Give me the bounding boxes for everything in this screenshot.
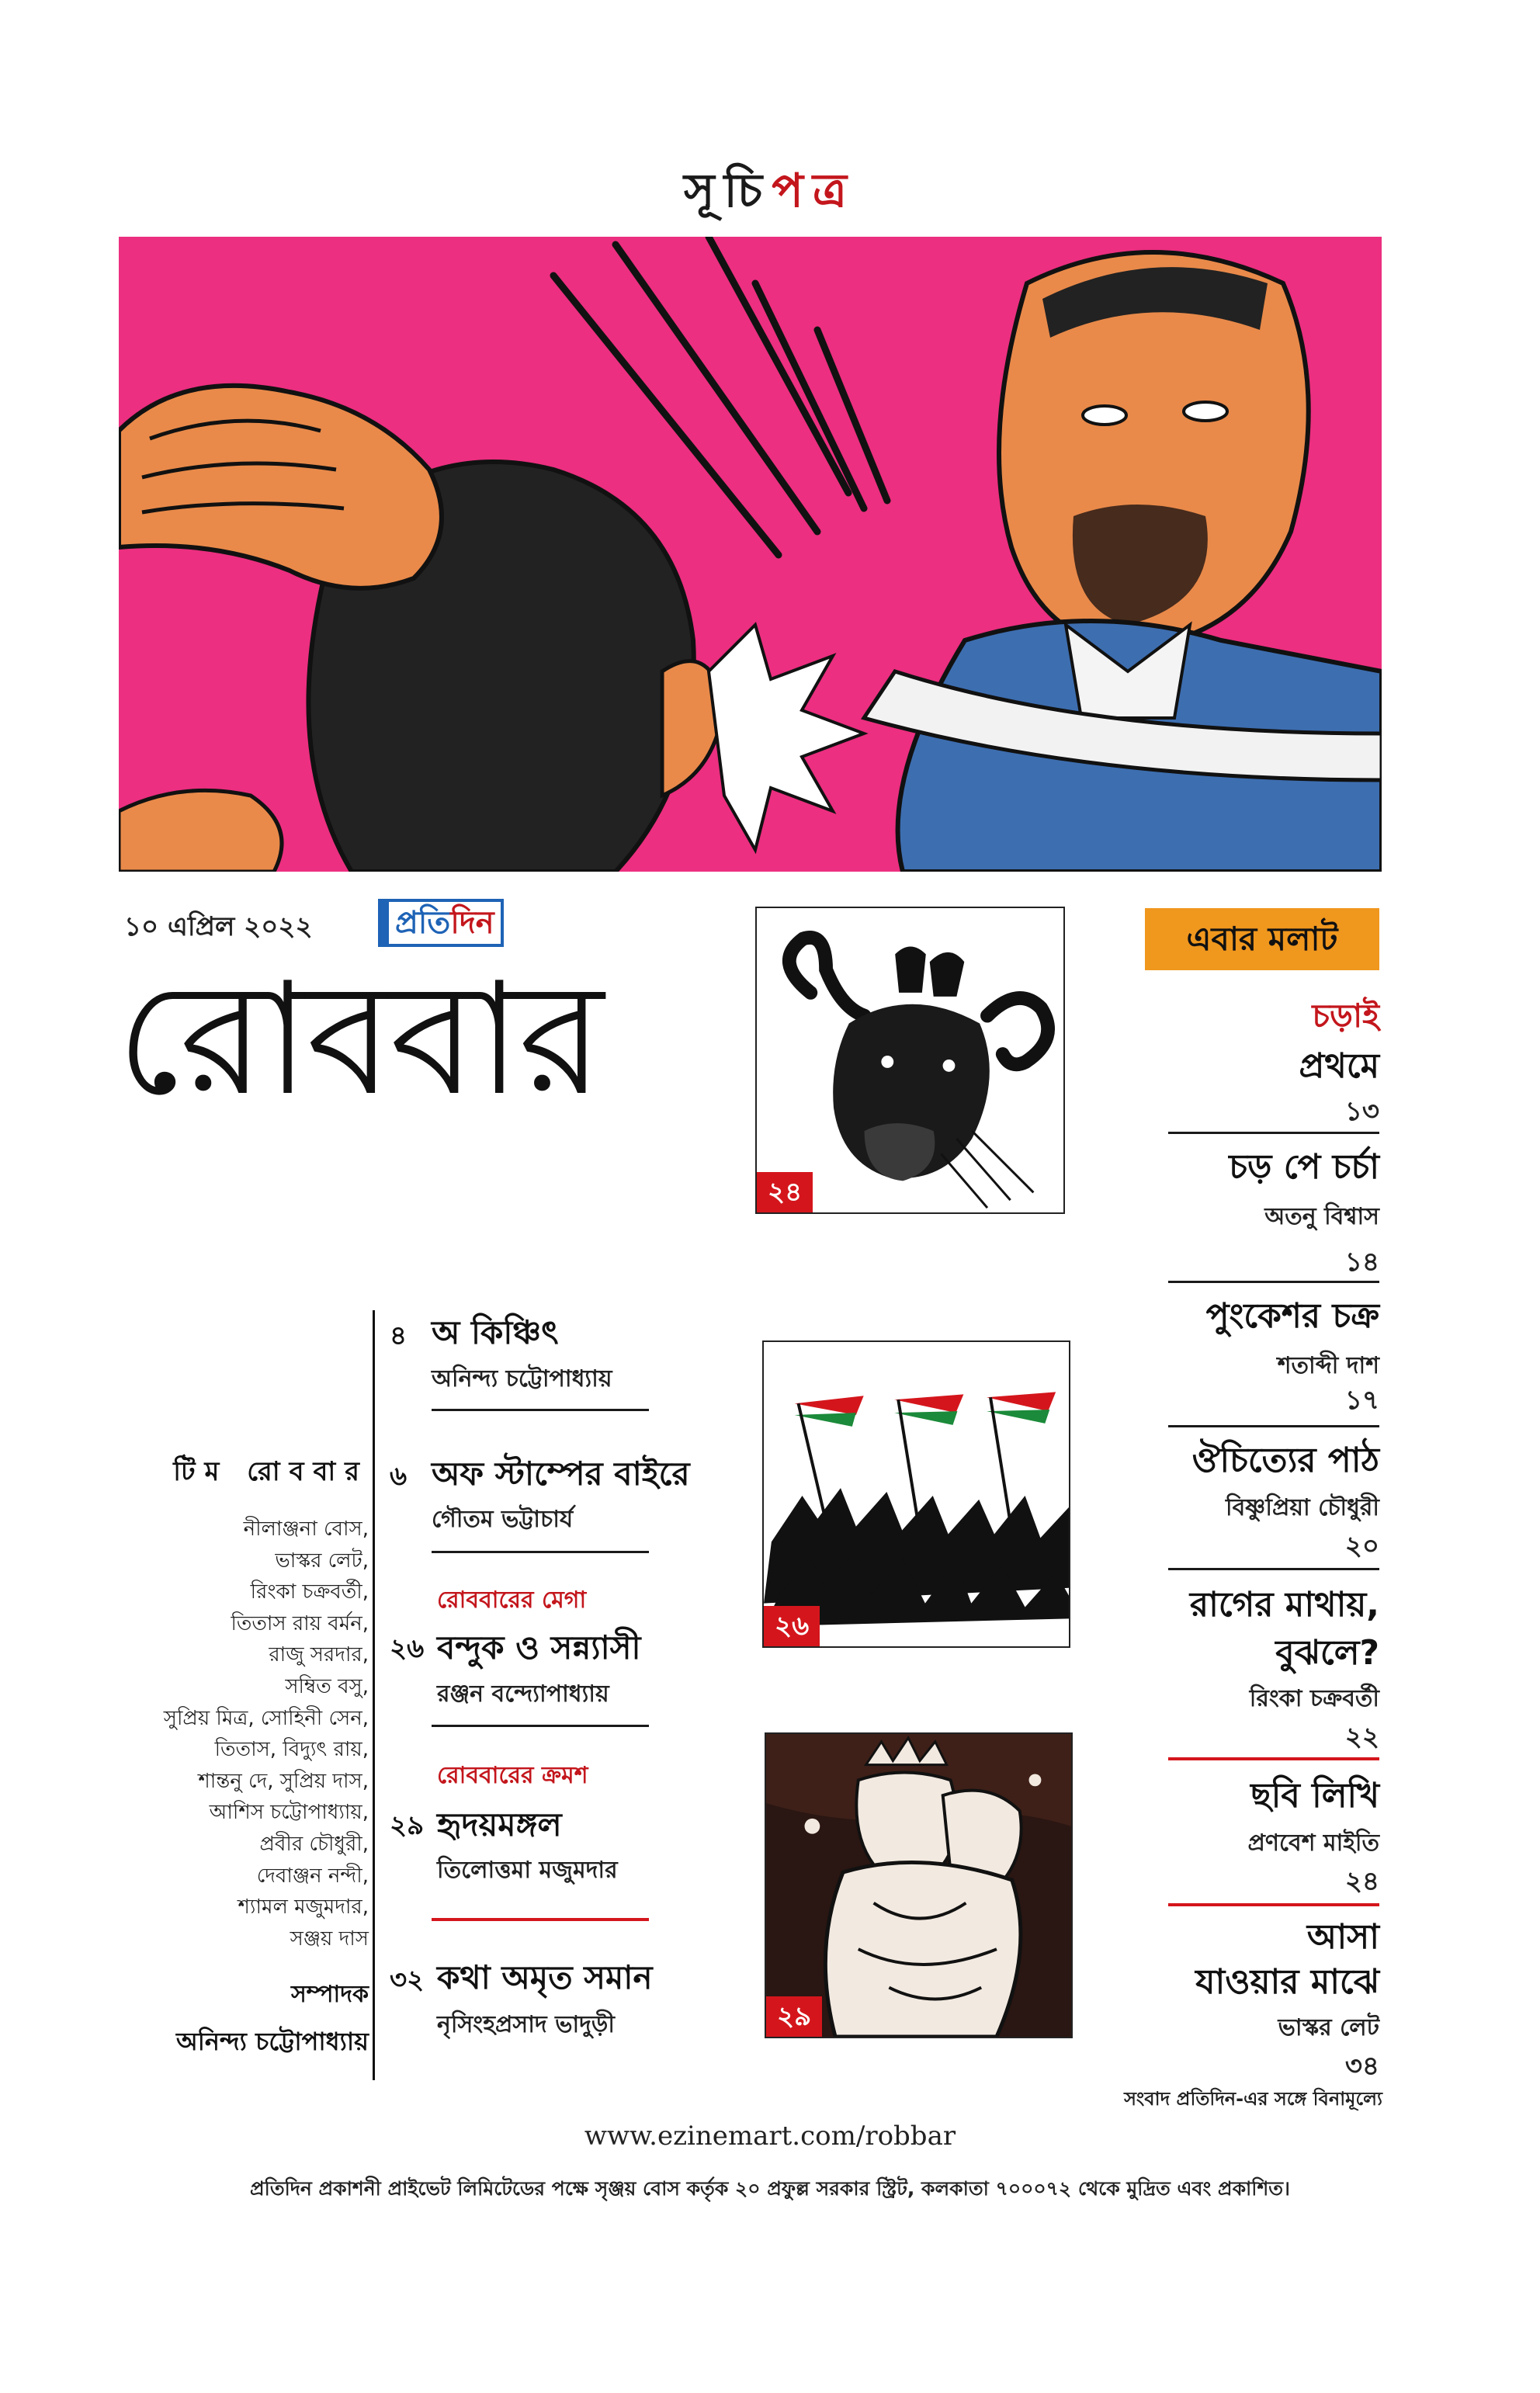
slap-illustration — [119, 237, 1382, 872]
team-member: শ্যামল মজুমদার, — [238, 1895, 369, 1920]
article-title[interactable]: হৃদয়মঙ্গল — [437, 1805, 562, 1843]
team-members-list — [109, 1514, 369, 1954]
logo-name-part2: দিন — [450, 905, 494, 941]
logo-mark — [378, 899, 389, 947]
cover-entry-title-line2[interactable]: বুঝলে? — [1275, 1633, 1379, 1673]
cover-entry-page: ২৪ — [1344, 1866, 1379, 1897]
team-member: প্রবীর চৌধুরী, — [259, 1832, 369, 1856]
article-divider — [432, 1725, 649, 1727]
editor-label: সম্পাদক — [290, 1981, 369, 2008]
cover-entry-divider — [1168, 1568, 1379, 1570]
team-member: সঞ্জয় দাস — [290, 1927, 369, 1951]
cover-entry-title[interactable]: পুংকেশর চক্র — [1205, 1296, 1379, 1336]
article-author: অনিন্দ্য চট্টোপাধ্যায় — [432, 1365, 612, 1392]
cover-section-title: চড়াই — [1312, 997, 1379, 1035]
website-link[interactable]: www.ezinemart.com/robbar — [584, 2121, 956, 2152]
thumbnail-page-tag: ২৪ — [757, 1172, 813, 1212]
cover-entry-page: ১৪ — [1344, 1247, 1379, 1278]
cover-entry-title[interactable]: ছবি লিখি — [1250, 1776, 1379, 1816]
cover-entry-page: ২০ — [1344, 1531, 1379, 1562]
logo-name-part1: প্রতি — [395, 905, 451, 941]
thumbnail-protest[interactable] — [762, 1340, 1070, 1648]
article-page-number: ২৯ — [390, 1810, 425, 1841]
cover-entry-author: ভাস্কর লেট — [1278, 2014, 1379, 2041]
cover-entry-author: বিষ্ণুপ্রিয়া চৌধুরী — [1226, 1494, 1379, 1521]
article-title[interactable]: অ কিঞ্চিৎ — [432, 1313, 559, 1351]
article-title[interactable]: বন্দুক ও সন্ন্যাসী — [437, 1628, 641, 1666]
article-author: গৌতম ভট্টাচার্য — [432, 1506, 574, 1533]
article-page-number: ৩২ — [390, 1965, 425, 1996]
cover-entry-author: প্রণবেশ মাইতি — [1247, 1829, 1379, 1857]
team-member: তিতাস, বিদ্যুৎ রায়, — [214, 1738, 369, 1762]
article-author: তিলোত্তমা মজুমদার — [437, 1857, 618, 1884]
cover-entry-page: ১৩ — [1344, 1096, 1379, 1127]
page-heading-part2: পত্র — [772, 164, 856, 218]
article-series-label: রোববারের ক্রমশ — [437, 1762, 588, 1789]
thumbnail-page-tag: ২৯ — [766, 1996, 822, 2037]
cover-entry-title-line1[interactable]: আসা — [1306, 1917, 1379, 1957]
cover-entry-divider — [1168, 1425, 1379, 1427]
imprint-line: প্রতিদিন প্রকাশনী প্রাইভেট লিমিটেডের পক্ষে সৃঞ্জয় বোস কর্তৃক ২০ প্রফুল্ল সরকার স্ট্রিট, কলকাতা ৭০০০৭২ থেকে মুদ্রিত এবং প্রকাশিত। — [250, 2177, 1290, 2200]
team-member: শান্তনু দে, সুপ্রিয় দাস, — [198, 1769, 369, 1793]
logo-name — [389, 899, 504, 947]
editor-name: অনিন্দ্য চট্টোপাধ্যায় — [176, 2027, 369, 2056]
team-member: রিংকা চক্রবর্তী, — [250, 1580, 369, 1604]
cover-entry-divider — [1168, 1281, 1379, 1283]
article-title[interactable]: কথা অমৃত সমান — [437, 1958, 653, 1996]
article-page-number: ২৬ — [390, 1633, 425, 1664]
column-divider — [373, 1310, 375, 2080]
cover-entry-page: ১৭ — [1344, 1385, 1379, 1416]
article-page-number: ৬ — [390, 1461, 408, 1492]
king-queen-illustration-icon — [766, 1734, 1071, 2037]
cover-entry-title-line1[interactable]: রাগের মাথায়, — [1189, 1585, 1379, 1625]
protest-flags-illustration-icon — [764, 1342, 1069, 1646]
buffalo-illustration-icon — [757, 908, 1063, 1212]
team-heading: টিম রোববার — [173, 1456, 369, 1487]
team-member: আশিস চট্টোপাধ্যায়, — [209, 1801, 369, 1825]
cover-entry-title-line2[interactable]: যাওয়ার মাঝে — [1195, 1962, 1379, 2002]
cover-entry-title[interactable]: ঔচিত্যের পাঠ — [1191, 1441, 1379, 1480]
article-divider-red — [432, 1918, 649, 1921]
masthead-title: রোববার — [116, 949, 601, 1130]
article-divider — [432, 1551, 649, 1553]
cover-entry-divider-red — [1168, 1903, 1379, 1906]
article-title[interactable]: অফ স্টাম্পের বাইরে — [432, 1455, 690, 1493]
cover-entry-page: ২২ — [1344, 1722, 1379, 1753]
thumbnail-page-tag: ২৬ — [764, 1606, 820, 1646]
team-member: সম্বিত বসু, — [285, 1674, 369, 1698]
article-series-label: রোববারের মেগা — [437, 1587, 587, 1614]
team-member: ভাস্কর লেট, — [275, 1549, 369, 1573]
cover-entry-author: রিংকা চক্রবর্তী — [1249, 1685, 1379, 1712]
cover-entry-page: ৩৪ — [1344, 2051, 1379, 2082]
thumbnail-buffalo[interactable] — [755, 907, 1065, 1214]
issue-date: ১০ এপ্রিল ২০২২ — [124, 911, 313, 942]
article-author: নৃসিংহপ্রসাদ ভাদুড়ী — [437, 2011, 615, 2038]
cover-story-label: এবার মলাট — [1145, 908, 1379, 970]
article-author: রঞ্জন বন্দ্যোপাধ্যায় — [437, 1680, 609, 1708]
page-heading-part1: সূচি — [684, 164, 772, 218]
cover-entry-divider-red — [1168, 1757, 1379, 1760]
cover-entry-author: অতনু বিশ্বাস — [1264, 1203, 1379, 1230]
team-member: নীলাঞ্জনা বোস, — [243, 1517, 369, 1541]
team-member: রাজু সরদার, — [269, 1643, 369, 1667]
cover-entry-author: শতাব্দী দাশ — [1277, 1352, 1379, 1379]
free-with-newspaper-note: সংবাদ প্রতিদিন-এর সঙ্গে বিনামূল্যে — [1124, 2088, 1382, 2110]
cover-illustration — [119, 237, 1382, 872]
article-page-number: ৪ — [390, 1320, 408, 1351]
thumbnail-king-queen[interactable] — [765, 1732, 1073, 2038]
cover-entry-title[interactable]: প্রথমে — [1299, 1046, 1379, 1086]
pratidin-logo — [378, 899, 504, 947]
cover-entry-title[interactable]: চড় পে চর্চা — [1229, 1147, 1379, 1187]
team-member: দেবাঞ্জন নন্দী, — [256, 1864, 369, 1888]
cover-entry-divider — [1168, 1132, 1379, 1134]
article-divider — [432, 1409, 649, 1411]
page-heading — [0, 155, 1540, 233]
team-member: সুপ্রিয় মিত্র, সোহিনী সেন, — [163, 1706, 369, 1730]
team-member: তিতাস রায় বর্মন, — [231, 1611, 369, 1635]
